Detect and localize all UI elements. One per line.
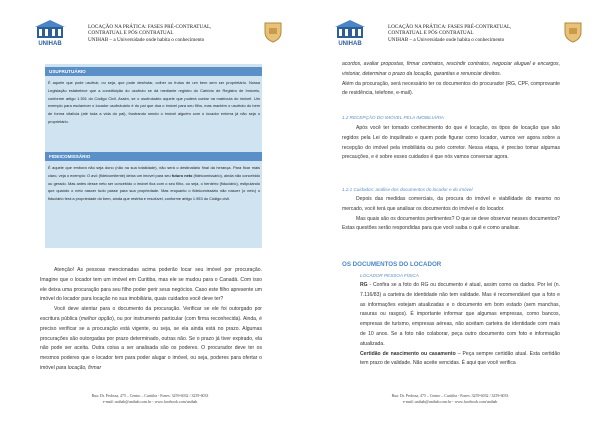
fideicomissario-text-b: (fideicomissário), ainda não concebido ou gerado. Mas antes desse neto ser concebido o imóvel fica com o seu filho, ou seja, o herdeiro (fiduciário), estipulando que quando o neto nascer tudo passe para sua propriedade. Mas enquanto o fideicomissário não nascer (o neto) o fiduciário terá a propriedade do bem, ainda que restrita e resolúvel, conforme artigo 1.953 do Código civil. xyxy=(48,172,260,202)
p2-b: melhor opção xyxy=(80,315,113,322)
recepcao-paragraph: Após você ter tomado conhecimento do que é locação, os tipos de locação que são regidos pela Lei do inquilinato e quem pode figurar como locador, vamos ver agora sobre a recepção do imóvel pela imobiliária ou pelo corretor. Nessa etapa, é preciso tomar algumas precauções, e é sobre esses cuidados é que nós vamos conversar agora. xyxy=(342,125,560,161)
procurador-docs-paragraph: Além da procuração, será necessário ter os documentos do procurador (RG, CPF, comprovante de residência, telefone, e-mail). xyxy=(342,80,560,97)
certidao-paragraph xyxy=(360,350,560,370)
rg-label: RG xyxy=(360,282,368,288)
page-footer xyxy=(0,393,300,405)
p2-a: Você deve atentar para o documento da procuração. Verificar se ele foi outorgado por escritura pública ( xyxy=(40,306,262,322)
procuracao-paragraph xyxy=(40,305,262,374)
header-title xyxy=(388,24,548,43)
cuidados-paragraph-1: Depois das medidas comerciais, da procura do imóvel e viabilidade do mesmo no mercado, você terá que analisar os documentos do imóvel e do locador. xyxy=(342,196,560,212)
recepcao-body xyxy=(342,124,560,163)
logo-label: UNIHAB xyxy=(338,41,362,46)
usufrutuario-text: É aquele que pode usufruir, ou seja, que pode desfrutar, colher os frutos de um bem sem ser proprietário. Nossa Legislação estabelece que a constituição do usufruto se dá mediante registro do Cartório de Registro de Imóveis, conforme artigo 1.391 do Código Civil. Assim, se o usufrutuário aquele que poderá contar na matrícula do imóvel. Um exemplo para esclarecer o locador usufrutuário é do pai que doa o imóvel para seu filho, mas mantém o usufruto do bem de forma vitalícia (até toda a vida do pai), frustrando sendo o imóvel alguém com o locador enterra já não seja o proprietário. xyxy=(48,80,260,124)
header-line-1: LOCAÇÃO NA PRÁTICA: FASES PRÉ-CONTRATUAL, xyxy=(388,24,512,30)
usufrutuario-title: USUFRUTUÁRIO xyxy=(45,67,262,76)
pessoa-fisica-subtitle: LOCADOR PESSOA FÍSICA xyxy=(360,273,419,278)
rg-text: - Confira se a foto do RG ou documento é atual, assim como os dados. Por lei (n. 7.116/83) a carteira de identidade não tem validade. Mas é recomendável que a foto e as informações estejam atualizadas e o documento em bom estado (sem manchas, rasuras ou rasgos). É importante informar que algumas empresas, como bancos, empresas de turismo, empresas aéreas, não aceitam carteira de identidade com mais de 10 anos. Se a foto não colaborar, peça outro documento com foto e informação atualizada. xyxy=(360,282,560,347)
header-line-3: UNIHAB – a Universidade onde habita o conhecimento xyxy=(388,36,505,43)
shield-emblem-icon xyxy=(262,21,284,43)
header-line-3: UNIHAB – a Universidade onde habita o conhecimento xyxy=(88,36,205,43)
header-title xyxy=(88,24,248,43)
logo-label: UNIHAB xyxy=(38,41,62,46)
header-line-2: CONTRATUAL E PÓS CONTRATUAL xyxy=(388,30,474,37)
footer-contact: e-mail: unihab@unihab.com.br - www.facebook.com/unihab xyxy=(102,400,198,404)
cuidados-body xyxy=(342,195,560,234)
rg-paragraph xyxy=(360,281,560,350)
footer-address: Rua: Dr. Pedrosa, 475 – Centro – Curitiba - Fones: 3259-6032 / 3259-6033 xyxy=(391,394,509,398)
procuracao-powers-paragraph: acordos, avaliar propostas, firmar contratos, rescindir contratos, negociar aluguel e encargos, vistoriar, determinar o prazo da locação, garantias e renunciar direitos. xyxy=(342,61,560,77)
cuidados-subtitle: 1.2.1 Cuidados: análise dos documentos do locador e do imóvel xyxy=(342,187,473,192)
page-header xyxy=(0,20,300,50)
cuidados-paragraph-2: Mas quais são os documentos pertinentes? O que se deve observar nesses documentos? Estas questões serão respondidas para que você saiba o quê e como analisar. xyxy=(342,215,560,232)
p2-d: para locação, firmar xyxy=(56,364,102,371)
shield-emblem-icon xyxy=(562,21,584,43)
right-page xyxy=(300,0,600,424)
unihab-logo xyxy=(333,20,367,46)
page-footer xyxy=(300,393,600,405)
p2-c: ), ou por instrumento particular (com firma reconhecida). Ainda, é preciso verificar se a procuração está vigente, ou seja, se ela ainda está no prazo. Algumas procurações são outorgadas por prazo determinado, outras não. Se o prazo já tiver expirado, ela não pode ser aceita. Outra coisa a ser analisada são os poderes. O procurador deve ter os mesmos poderes que o locador tem para poder alugar o imóvel, ou seja, poderes para ofertar o imóvel xyxy=(40,315,263,371)
documentos-locador-heading: OS DOCUMENTOS DO LOCADOR xyxy=(342,261,442,268)
header-line-2: CONTRATUAL E PÓS CONTRATUAL xyxy=(88,30,174,37)
footer-address: Rua: Dr. Pedrosa, 475 – Centro – Curitiba - Fones: 3259-6032 / 3259-6033 xyxy=(91,394,209,398)
certidao-label: Certidão de nascimento ou casamento xyxy=(360,350,456,357)
header-line-1: LOCAÇÃO NA PRÁTICA: FASES PRÉ-CONTRATUAL, xyxy=(88,24,212,30)
page-header xyxy=(300,20,600,50)
certidao-text: – Peça sempre certidão atual. Esta certidão tem prazo de validade. Não aceite vencidas. É aqui que você verifica xyxy=(360,350,560,367)
fideicomissario-text-a: É aquele que embora não seja dono (não na sua totalidade), não será o destinatário final da herança. Para ficar mais claro, veja o exemplo: O avô (fideicomitente) deixa um imóvel para seu xyxy=(48,165,260,178)
unihab-logo xyxy=(33,20,67,46)
attention-paragraph: Atenção! As pessoas mencionadas acima poderão locar seu imóvel por procuração. Imagine que o locador tem um imóvel em Curitiba, mas ele se mudou para o Canadá. Com isso ele deixa uma procuração para seu filho poder gerir seus negócios. Caso este filho apresente um imóvel do locador para locação no sua imobiliária, quais cuidados você deve ter? xyxy=(40,267,262,303)
fideicomissario-text xyxy=(48,164,260,203)
footer-contact: e-mail: unihab@unihab.com.br - www.facebook.com/unihab xyxy=(402,400,498,404)
recepcao-subtitle: 1.2 RECEPÇÃO DO IMÓVEL PELA IMOBILIÁRIA xyxy=(342,115,444,120)
fideicomissario-text-bold: futuro neto xyxy=(171,172,193,178)
right-intro xyxy=(342,60,560,99)
left-body xyxy=(40,266,262,374)
fideicomissario-title: FIDEICOMISSÁRIO xyxy=(45,152,262,161)
documentos-body xyxy=(360,281,560,369)
